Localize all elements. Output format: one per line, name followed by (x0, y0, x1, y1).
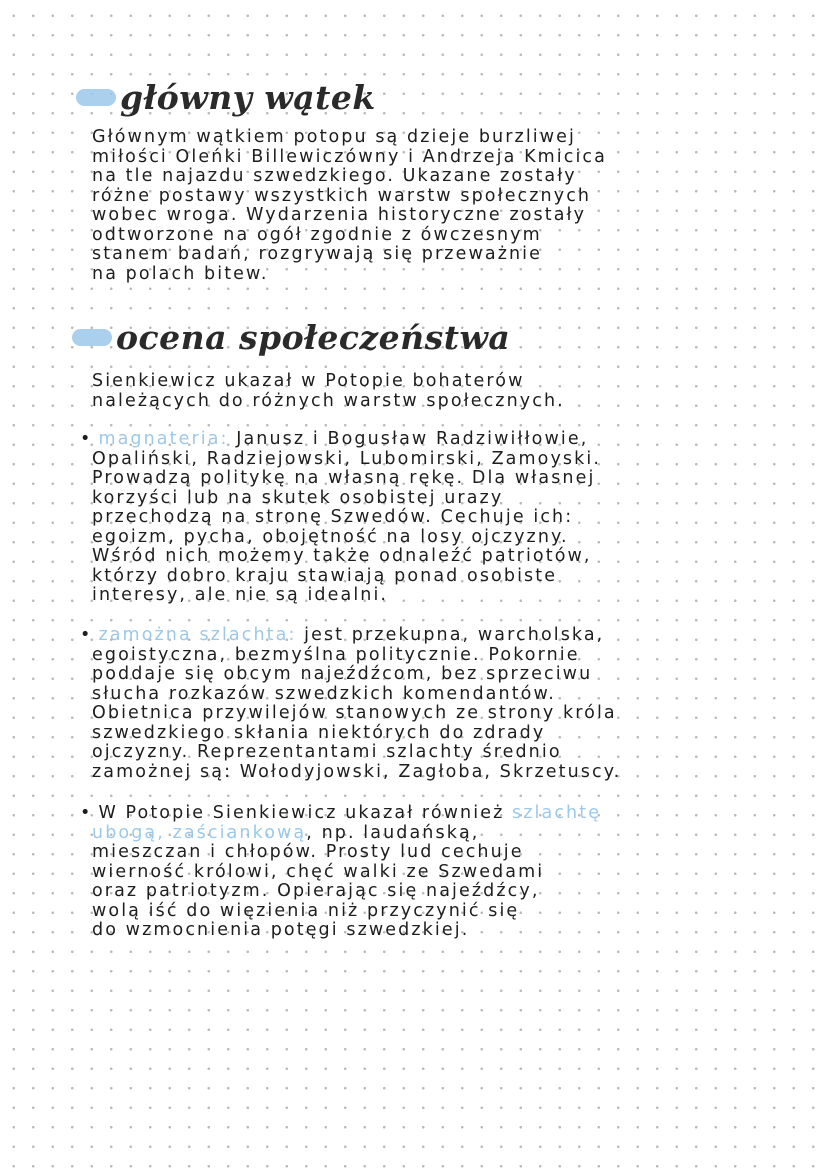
text-line: Prowadzą politykę na własną rękę. Dla własnej (92, 468, 596, 488)
section-heading-society (72, 318, 510, 357)
bullet-wealthy-nobility (80, 626, 750, 782)
society-intro (92, 372, 742, 411)
text-line: stanem badań, rozgrywają się przeważnie (92, 244, 543, 264)
bullet-icon: • (80, 803, 93, 823)
bullet-magnateria (80, 430, 750, 606)
text-line: oraz patriotyzm. Opierając się najeźdźcy, (92, 881, 540, 901)
text-line: szwedzkiego skłania niektórych do zdrady (92, 722, 546, 743)
highlight-label: magnateria: (98, 429, 229, 449)
text-line: Obietnica przywilejów stanowych ze strony króla (92, 703, 617, 723)
highlighter-mark (72, 329, 112, 346)
text-line: należących do różnych warstw społecznych. (92, 390, 565, 411)
main-plot-paragraph (92, 128, 742, 284)
text-line: Wśród nich możemy także odnaleźć patriotów, (92, 546, 592, 566)
bullet-icon: • (80, 429, 93, 449)
bullet-first-line (80, 626, 750, 646)
text-run: Janusz i Bogusław Radziwiłłowie, (228, 429, 589, 449)
bullet-icon: • (80, 625, 93, 645)
highlight-label: szlachtę (512, 803, 602, 823)
heading-text: ocena społeczeństwa (116, 318, 511, 357)
text-run: , np. laudańską, (306, 822, 480, 843)
text-line: wobec wroga. Wydarzenia historyczne zostały (92, 205, 587, 225)
bullet-first-line (80, 430, 750, 450)
text-line: korzyści lub na skutek osobistej urazy (92, 487, 504, 508)
text-line: którzy dobro kraju stawiają ponad osobiste (92, 565, 558, 586)
text-line: różne postawy wszystkich warstw społecznych (92, 185, 592, 206)
text-line: słucha rozkazów szwedzkich komendantów. (92, 683, 556, 704)
text-line: na tle najazdu szwedzkiego. Ukazane zostały (92, 166, 577, 186)
text-line: zamożnej są: Wołodyjowski, Zagłoba, Skrzetuscy. (92, 761, 622, 782)
text-line: przechodzą na stronę Szwedów. Cechuje ich: (92, 507, 574, 527)
text-line: odtworzone na ogół zgodnie z ówczesnym (92, 224, 542, 245)
text-line: mieszczan i chłopów. Prosty lud cechuje (92, 842, 524, 862)
text-line: egoistyczna, bezmyślna politycznie. Pokornie (92, 644, 580, 665)
text-line: egoizm, pycha, obojętność na losy ojczyzny. (92, 526, 569, 547)
highlight-label: zamożna szlachta: (98, 625, 297, 645)
text-line: do wzmocnienia potęgi szwedzkiej. (92, 920, 470, 940)
text-run: jest przekupna, warcholska, (296, 625, 605, 645)
bullet-poor-nobility (80, 804, 750, 941)
text-line: miłości Oleńki Billewiczówny i Andrzeja Kmicica (92, 146, 607, 167)
text-line: ojczyzny. Reprezentantami szlachty średnio (92, 742, 562, 762)
section-heading-main-plot (76, 78, 376, 117)
text-line: poddaje się obcym najeźdźcom, bez sprzeciwu (92, 664, 593, 684)
highlighter-mark (76, 89, 116, 106)
text-line-mixed (92, 824, 750, 844)
text-line: Opaliński, Radziejowski, Lubomirski, Zamoyski. (92, 448, 601, 469)
text-line: wierność królowi, chęć walki ze Szwedami (92, 861, 545, 882)
heading-text: główny wątek (120, 78, 376, 117)
text-line: Głównym wątkiem potopu są dzieje burzliwej (92, 127, 576, 147)
text-line: Sienkiewicz ukazał w Potopie bohaterów (92, 371, 525, 391)
bullet-first-line (80, 804, 750, 824)
text-line: na polach bitew. (92, 263, 269, 284)
text-line: interesy, ale nie są idealni. (92, 585, 389, 605)
text-run: W Potopie Sienkiewicz ukazał również (98, 803, 513, 823)
highlight-label: ubogą, zaściankową (92, 822, 307, 843)
text-line: wolą iść do więzienia niż przyczynić się (92, 900, 520, 921)
